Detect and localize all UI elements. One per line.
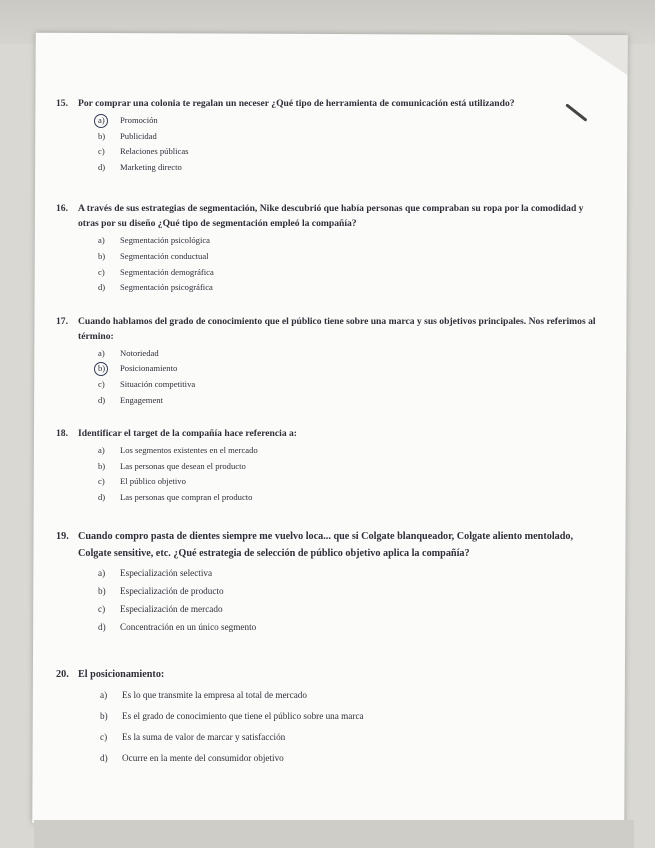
question-header [56,314,596,344]
answer-options [56,443,596,505]
answer-option-a[interactable] [98,346,596,362]
answer-option-a[interactable] [98,443,596,459]
option-letter: c) [98,603,106,614]
question-15 [56,96,596,175]
question-16 [56,201,596,295]
option-letter: d) [98,621,106,632]
answer-option-c[interactable] [98,377,596,393]
option-text: Ocurre en la mente del consumidor objetivo [122,752,284,763]
option-text: Publicidad [120,130,157,141]
question-header [56,96,596,111]
option-text: Especialización de mercado [120,603,223,614]
option-text: Posicionamiento [120,363,178,374]
option-letter-circled: a) [98,113,120,129]
answer-options [56,685,596,769]
option-letter: c) [98,266,105,277]
answer-option-d[interactable] [98,280,596,296]
answer-option-b[interactable] [100,706,596,727]
answer-option-c[interactable] [98,474,596,490]
option-text: Las personas que compran el producto [120,491,253,502]
option-letter-circled: b) [98,361,120,377]
option-text: El público objetivo [120,476,186,487]
question-number: 20. [56,668,69,680]
option-letter: d) [98,282,106,293]
question-header [56,201,596,231]
answer-option-a[interactable] [100,685,596,706]
answer-option-b[interactable] [98,361,596,377]
answer-option-b[interactable] [98,129,596,145]
option-letter: c) [98,378,105,389]
option-text: Es lo que transmite la empresa al total de mercado [122,689,307,700]
option-letter: b) [98,585,106,596]
answer-option-b[interactable] [98,459,596,475]
question-20 [56,666,596,769]
option-text: Es el grado de conocimiento que tiene el público sobre una marca [122,710,364,721]
option-text: Segmentación conductual [120,250,209,261]
option-text: Situación competitiva [120,378,196,389]
question-19 [56,528,596,636]
option-letter: d) [98,161,106,172]
question-text: Identificar el target de la compañía hace referencia a: [78,428,298,440]
question-number: 18. [56,428,68,440]
option-text: Engagement [120,394,163,405]
question-header [56,426,596,441]
option-text: Segmentación psicográfica [120,282,213,293]
question-list [56,96,596,787]
option-letter: d) [100,752,108,763]
answer-options [56,564,596,636]
question-header [56,528,596,562]
answer-option-d[interactable] [98,490,596,506]
option-text: Notoriedad [120,347,159,358]
answer-option-a[interactable] [98,233,596,249]
option-text: Especialización selectiva [120,567,213,578]
question-number: 19. [56,530,69,542]
option-letter: d) [98,491,106,502]
option-text: Especialización de producto [120,585,224,596]
answer-option-c[interactable] [98,600,596,618]
option-letter: c) [98,476,105,487]
answer-option-c[interactable] [98,265,596,281]
option-letter: b) [98,250,106,261]
question-text: A través de sus estrategias de segmentación, Nike descubrió que había personas que compraban su ropa por la comodidad y otras por su diseño ¿Qué tipo de segmentación empleó la compañía? [78,203,584,230]
question-header [56,666,596,683]
option-letter: b) [100,710,108,721]
option-letter: a) [100,689,108,700]
question-text: El posicionamiento: [78,668,165,680]
answer-option-d[interactable] [98,618,596,636]
option-text: Las personas que desean el producto [120,460,246,471]
option-letter: d) [98,394,106,405]
question-18 [56,426,596,505]
option-text: Marketing directo [120,161,182,172]
answer-option-c[interactable] [100,727,596,748]
option-text: Promoción [120,115,158,125]
answer-option-d[interactable] [98,160,596,176]
option-letter: c) [100,731,108,742]
answer-option-d[interactable] [100,748,596,769]
answer-option-a[interactable] [98,113,596,129]
option-letter: a) [98,445,105,456]
answer-option-b[interactable] [98,582,596,600]
answer-options [56,233,596,295]
option-letter: a) [98,567,106,578]
option-letter: c) [98,146,105,157]
question-text: Cuando compro pasta de dientes siempre me vuelvo loca... que si Colgate blanqueador, Colgate aliento mentolado, Colgate sensitive, etc. ¿Qué estrategia de selección de público objetivo aplica la compañía? [78,530,574,559]
question-number: 16. [56,203,68,215]
answer-options [56,113,596,175]
option-text: Los segmentos existentes en el mercado [120,445,258,456]
option-text: Es la suma de valor de marcar y satisfacción [122,731,286,742]
answer-option-a[interactable] [98,564,596,582]
option-letter: b) [98,130,106,141]
question-17 [56,314,596,408]
question-text: Por comprar una colonia te regalan un neceser ¿Qué tipo de herramienta de comunicación está utilizando? [78,98,515,109]
answer-option-d[interactable] [98,393,596,409]
option-letter: b) [98,460,106,471]
option-text: Segmentación psicológica [120,235,210,246]
folded-corner [568,35,628,75]
option-text: Concentración en un único segmento [120,621,257,632]
option-letter: a) [98,235,105,246]
option-text: Segmentación demográfica [120,266,214,277]
desk-bottom-edge [34,820,634,848]
question-number: 17. [56,315,68,327]
answer-option-c[interactable] [98,144,596,160]
option-text: Relaciones públicas [120,146,189,157]
question-number: 15. [56,98,68,109]
answer-options [56,346,596,408]
option-letter: a) [98,347,105,358]
answer-option-b[interactable] [98,249,596,265]
question-text: Cuando hablamos del grado de conocimiento que el público tiene sobre una marca y sus objetivos principales. Nos referimos al término: [78,315,596,342]
